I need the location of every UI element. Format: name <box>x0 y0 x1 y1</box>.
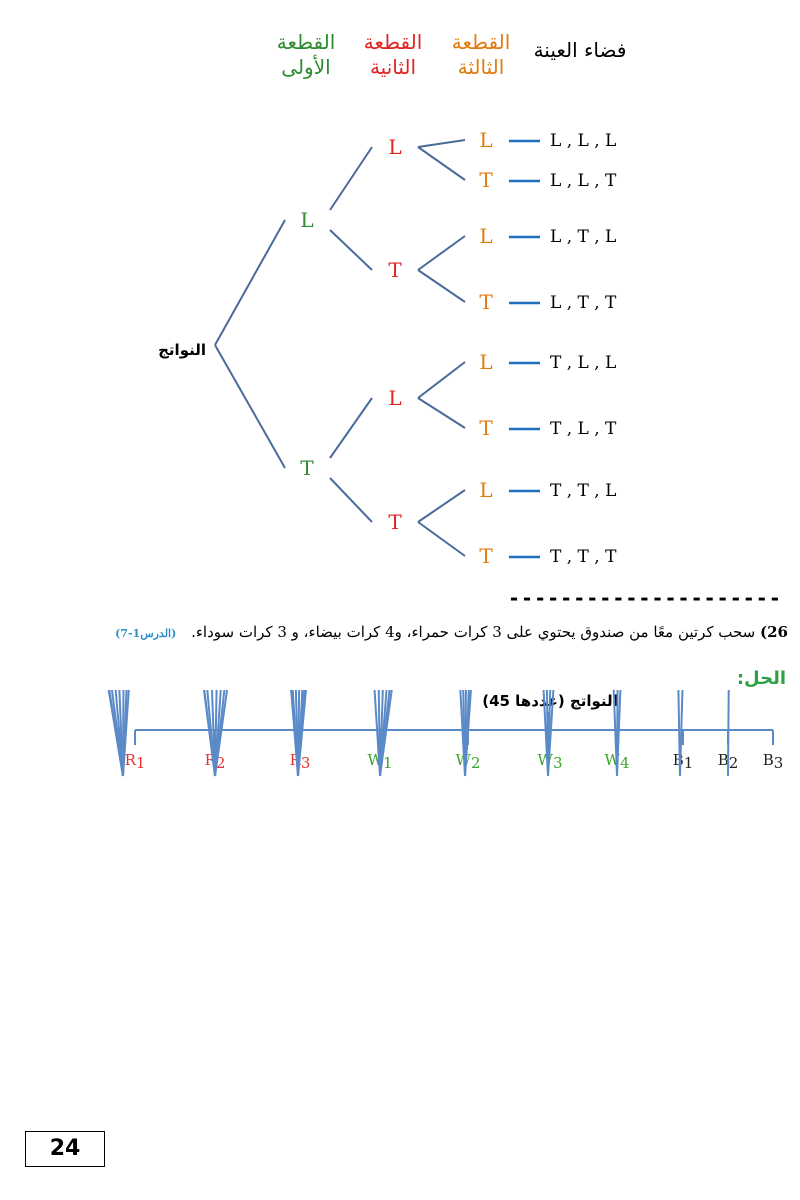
page-number-box: 24 <box>25 1131 105 1167</box>
tree1-branch-line <box>330 147 372 210</box>
tree1-level3-node: T <box>479 416 493 440</box>
tree1-branch-line <box>215 345 285 468</box>
tree2-top-node: W1 <box>367 751 393 772</box>
tree1-outcome: T , L , L <box>550 353 617 373</box>
tree1-outcome: L , L , T <box>550 171 617 191</box>
tree2-branch-line <box>215 690 288 776</box>
tree1-branch-line <box>330 398 372 458</box>
tree1-level2-node: L <box>388 135 402 159</box>
tree1-level3-node: L <box>479 350 493 374</box>
tree2-branch-line <box>18 690 123 776</box>
tree1-outcome: T , T , T <box>550 547 617 567</box>
separator-dashes: --------------------- <box>508 586 782 610</box>
tree1-level3-node: T <box>479 168 493 192</box>
lesson-reference: (الدرس1-7) <box>115 627 177 640</box>
tree1-branch-line <box>418 362 465 398</box>
problem-text: سحب كرتين معًا من صندوق يحتوي على 3 كرات حمراء، و4 كرات بيضاء، و 3 كرات سوداء. <box>191 623 756 641</box>
tree1-branch-line <box>330 478 372 522</box>
tree1-level3-node: L <box>479 224 493 248</box>
tree1-level2-node: T <box>388 258 402 282</box>
tree2-top-node: W2 <box>455 751 481 772</box>
tree2-branch-line <box>15 690 123 776</box>
tree2-top-node: B1 <box>672 751 694 772</box>
tree2-top-node: R3 <box>289 751 311 772</box>
solution-label: الحل: <box>736 668 786 689</box>
tree1-branch-line <box>418 270 465 302</box>
tree1-branch-line <box>418 398 465 428</box>
tree1-branch-line <box>215 220 285 345</box>
tree1-branch-line <box>418 140 465 147</box>
tree1-level2-node: T <box>388 510 402 534</box>
tree1-branch-line <box>418 490 465 522</box>
tree1-branch-line <box>330 230 372 270</box>
tree2-top-node: W4 <box>604 751 630 772</box>
tree1-branch-line <box>418 522 465 556</box>
tree2-root-label: النواتج (عددها 45) <box>482 692 618 710</box>
tree1-level2-node: L <box>388 386 402 410</box>
tree2-top-node: B3 <box>762 751 784 772</box>
tree1-outcome: T , T , L <box>550 481 617 501</box>
tree2-top-node: R2 <box>204 751 226 772</box>
tree1-root-label: النواتج <box>158 341 206 359</box>
problem-statement <box>115 623 788 641</box>
tree1-level3-node: T <box>479 290 493 314</box>
tree2-top-node: W3 <box>537 751 563 772</box>
tree1-level3-node: L <box>479 478 493 502</box>
tree1-outcome: L , L , L <box>550 131 617 151</box>
tree1-level1-node: L <box>300 208 314 232</box>
header-third-piece: القطعة الثالثة <box>451 30 511 79</box>
tree1-outcome: T , L , T <box>550 419 617 439</box>
tree1-level1-node: T <box>300 456 314 480</box>
header-second-piece: القطعة الثانية <box>363 30 423 79</box>
tree1-branch-line <box>418 147 465 180</box>
tree-diagram-2 <box>0 690 800 950</box>
tree1-branch-line <box>418 236 465 270</box>
tree1-level3-node: T <box>479 544 493 568</box>
tree2-top-node: B2 <box>717 751 739 772</box>
tree1-outcome: L , T , L <box>550 227 617 247</box>
header-sample-space: فضاء العينة <box>533 38 627 62</box>
tree1-level3-node: L <box>479 128 493 152</box>
tree2-top-node: R1 <box>124 751 146 772</box>
tree1-outcome: L , T , T <box>550 293 617 313</box>
tree2-branch-line <box>26 690 123 776</box>
problem-number: 26) <box>760 623 788 641</box>
header-first-piece: القطعة الأولى <box>276 30 336 79</box>
